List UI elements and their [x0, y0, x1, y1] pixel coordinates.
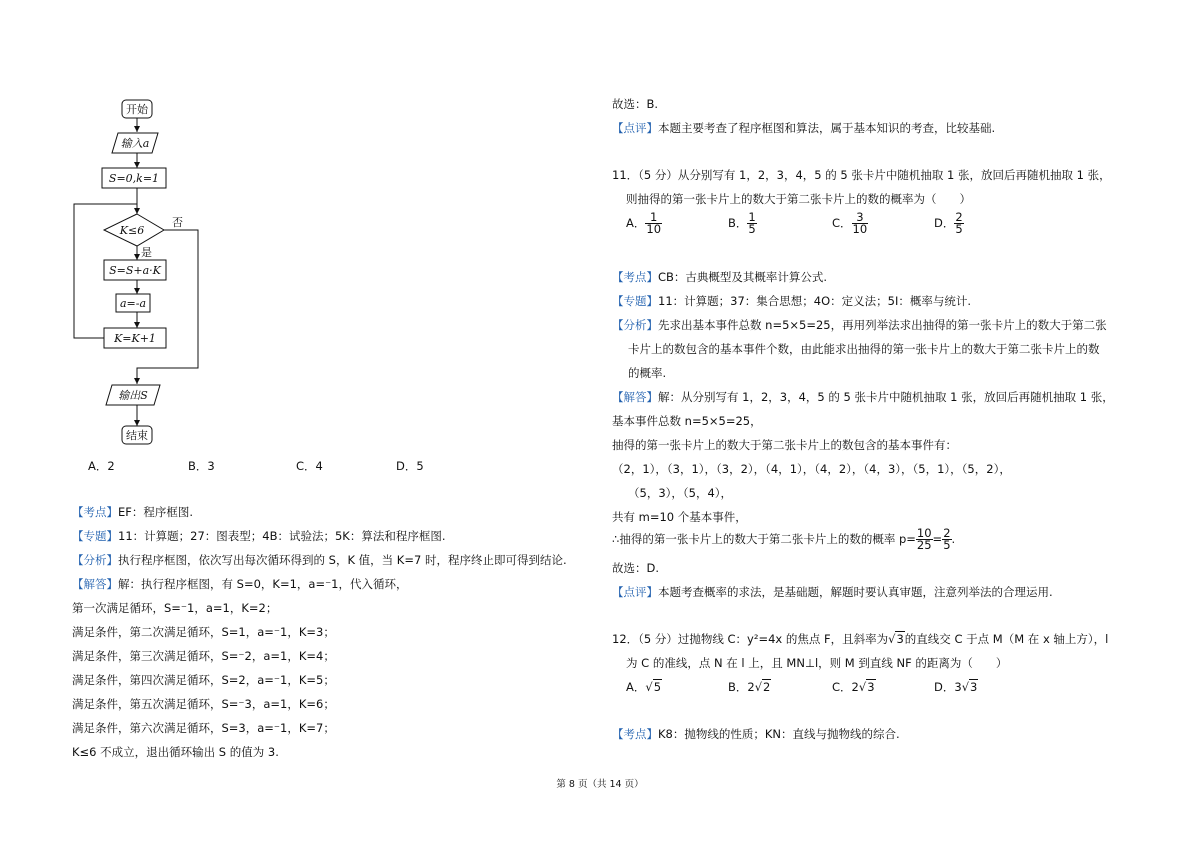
flow-input-label: 输入a: [120, 137, 150, 150]
q10-kaodian: [72, 505, 193, 519]
flow-init-label: S=0,k=1: [108, 172, 160, 185]
fraction: $\frac{1}{10}$: [646, 210, 662, 236]
q10-step-3: 满足条件，第三次满足循环，S=⁻2，a=1，K=4；: [72, 649, 335, 663]
q11-fenxi-line3: 的概率.: [628, 366, 667, 380]
q11-answer: 故选：D.: [612, 561, 660, 575]
page-footer: 第 8 页（共 14 页）: [556, 779, 644, 790]
q12-option-d: D．3√3: [934, 680, 978, 694]
q10-step-1: 第一次满足循环，S=⁻1，a=1，K=2；: [72, 601, 278, 615]
fenxi-tag: 【分析】: [72, 553, 118, 567]
q10-option-c: C．4: [296, 459, 323, 473]
q11-zhuanti: 【专题】11：计算题；37：集合思想；4O：定义法；5I：概率与统计.: [612, 294, 971, 308]
q10-zhuanti: [72, 529, 445, 543]
q10-option-a: A．2: [88, 459, 115, 473]
kaodian-tag: 【考点】: [72, 505, 118, 519]
program-flowchart: [60, 96, 220, 452]
q10-step-2: 满足条件，第二次满足循环，S=1，a=⁻1，K=3；: [72, 625, 335, 639]
q10-jieda: [72, 577, 407, 591]
q11-pairs-line1: （2，1），（3，1），（3，2），（4，1），（4，2），（4，3），（5，1），（5，2），: [612, 462, 1011, 476]
q11-probability: ∴抽得的第一张卡片上的数大于第二张卡片上的数的概率 p= $\frac{10}{25}$ = $\frac{2}{5}$ .: [612, 526, 956, 552]
q10-option-d: D．5: [396, 459, 424, 473]
flow-step1-label: S=S+a·K: [109, 264, 161, 277]
fraction: $\frac{10}{25}$: [916, 526, 932, 552]
flow-yes-label: 是: [141, 246, 152, 259]
q10-step-5: 满足条件，第五次满足循环，S=⁻3，a=1，K=6；: [72, 697, 335, 711]
q12-stem-line1: 12．（5 分）过抛物线 C：y²=4x 的焦点 F，且斜率为√3的直线交 C 于点 M（M 在 x 轴上方），l: [612, 632, 1109, 646]
q10-jieda-text: 解：执行程序框图，有 S=0，K=1，a=⁻1，代入循环，: [118, 577, 408, 591]
q10-fenxi: [72, 553, 567, 567]
flow-condition-label: K≤6: [119, 224, 145, 237]
flow-output-label: 输出S: [118, 389, 148, 402]
flow-start-label: 开始: [126, 103, 148, 116]
q10-step-4: 满足条件，第四次满足循环，S=2，a=⁻1，K=5；: [72, 673, 335, 687]
q10-dianping-text: 本题主要考查了程序框图和算法，属于基本知识的考查，比较基础.: [658, 121, 996, 135]
zhuanti-tag: 【专题】: [72, 529, 118, 543]
q10-dianping: [612, 121, 995, 135]
flow-step3-label: K=K+1: [114, 332, 156, 345]
q10-step-6: 满足条件，第六次满足循环，S=3，a=⁻1，K=7；: [72, 721, 335, 735]
q11-stem-line2: 则抽得的第一张卡片上的数大于第二张卡片上的数的概率为（ ）: [626, 192, 971, 206]
jieda-tag: 【解答】: [72, 577, 118, 591]
q10-answer: 故选：B.: [612, 97, 659, 111]
flow-no-label: 否: [172, 216, 183, 229]
fraction: $\frac{3}{10}$: [852, 210, 868, 236]
q11-jieda-line3: 抽得的第一张卡片上的数大于第二张卡片上的数包含的基本事件有：: [612, 438, 957, 452]
q10-option-b: B．3: [188, 459, 215, 473]
q11-pairs-line2: （5，3），（5，4），: [628, 486, 733, 500]
q12-option-b: B．2√2: [728, 680, 771, 694]
q10-conclusion: K≤6 不成立，退出循环输出 S 的值为 3.: [72, 745, 279, 759]
q12-option-c: C．2√3: [832, 680, 875, 694]
q10-kaodian-text: EF：程序框图.: [118, 505, 194, 519]
q11-jieda: 【解答】解：从分别写有 1，2，3，4，5 的 5 张卡片中随机抽取 1 张，放回后再随机抽取 1 张，: [612, 390, 1114, 404]
q11-kaodian: 【考点】CB：古典概型及其概率计算公式.: [612, 270, 828, 284]
q11-fenxi: 【分析】先求出基本事件总数 n=5×5=25，再用列举法求出抽得的第一张卡片上的数大于第二张: [612, 318, 1107, 332]
flow-end-label: 结束: [126, 429, 148, 442]
q10-fenxi-text: 执行程序框图，依次写出每次循环得到的 S，K 值，当 K=7 时，程序终止即可得到结论.: [118, 553, 567, 567]
dianping-tag: 【点评】: [612, 121, 658, 135]
q11-jieda-line2: 基本事件总数 n=5×5=25，: [612, 414, 762, 428]
q11-option-c: C． $\frac{3}{10}$: [832, 210, 868, 236]
fraction: $\frac{2}{5}$: [955, 210, 963, 236]
q12-stem-line2: 为 C 的准线，点 N 在 l 上，且 MN⊥l，则 M 到直线 NF 的距离为（ ）: [626, 656, 1008, 670]
flow-step2-label: a=-a: [119, 297, 147, 310]
fraction: $\frac{2}{5}$: [943, 526, 951, 552]
q12-kaodian: 【考点】K8：抛物线的性质；KN：直线与抛物线的综合.: [612, 727, 900, 741]
q11-fenxi-line2: 卡片上的数包含的基本事件个数，由此能求出抽得的第一张卡片上的数大于第二张卡片上的数: [628, 342, 1100, 356]
q11-option-b: B． $\frac{1}{5}$: [728, 210, 756, 236]
q11-count: 共有 m=10 个基本事件，: [612, 510, 747, 524]
q11-stem-line1: 11．（5 分）从分别写有 1，2，3，4，5 的 5 张卡片中随机抽取 1 张，放回后再随机抽取 1 张，: [612, 168, 1111, 182]
q12-option-a: A．√5: [626, 680, 662, 694]
q11-dianping: 【点评】本题考查概率的求法，是基础题，解题时要认真审题，注意列举法的合理运用.: [612, 585, 1053, 599]
q10-zhuanti-text: 11：计算题；27：图表型；4B：试验法；5K：算法和程序框图.: [118, 529, 446, 543]
q11-option-a: A． $\frac{1}{10}$: [626, 210, 662, 236]
fraction: $\frac{1}{5}$: [748, 210, 756, 236]
q11-option-d: D． $\frac{2}{5}$: [934, 210, 963, 236]
